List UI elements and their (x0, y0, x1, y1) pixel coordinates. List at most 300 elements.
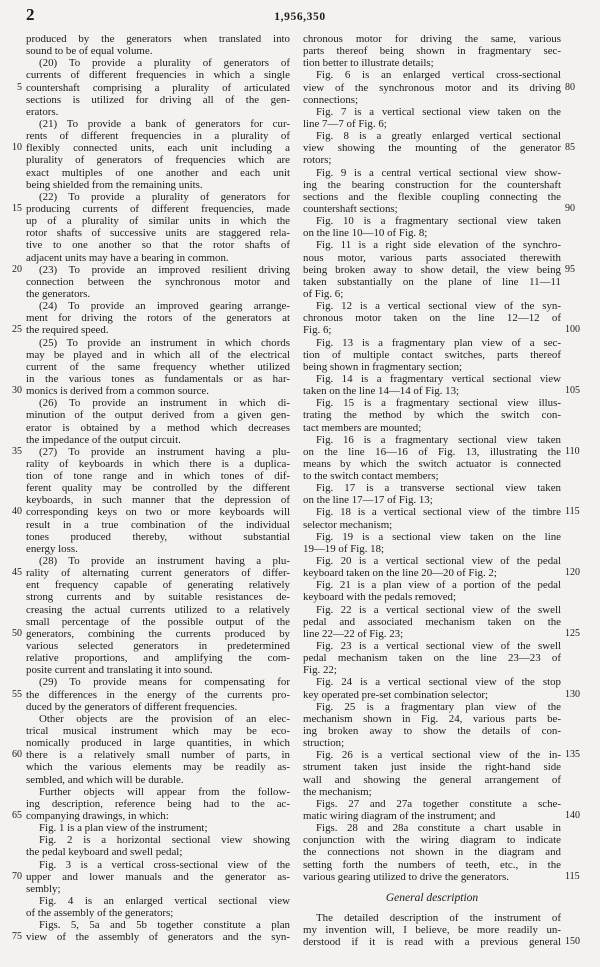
text-line (12, 445, 290, 458)
line-text: view showing the mounting of the generator (303, 142, 561, 155)
text-line (12, 688, 290, 701)
page-number: 2 (26, 5, 35, 24)
line-text: Fig. 14 is a fragmentary vertical sectional view (316, 372, 561, 385)
line-number: 150 (565, 936, 580, 948)
line-number: 75 (12, 931, 22, 943)
line-number: 60 (12, 749, 22, 761)
line-text: (21) To provide a bank of generators for cur- (39, 117, 290, 130)
line-text: countershaft sections; (303, 202, 398, 215)
text-line (12, 263, 290, 276)
text-line (26, 543, 290, 555)
text-line (303, 349, 561, 361)
text-line (303, 288, 561, 300)
line-text: various gearing utilized to drive the generators. (303, 870, 509, 883)
line-text: the connections not shown in the diagram and (303, 846, 561, 859)
text-line (303, 324, 580, 337)
text-line (26, 834, 290, 846)
line-text: Fig. 12 is a vertical sectional view of the syn- (316, 300, 561, 313)
line-text: tones produced thereby, without substantial (26, 530, 290, 543)
text-line (303, 239, 561, 251)
text-line (303, 45, 561, 57)
line-text: Fig. 4 is an enlarged vertical sectional view (39, 894, 290, 907)
text-line (26, 191, 290, 203)
text-line (12, 202, 290, 215)
line-text: the differences in the energy of the currents pro- (26, 688, 290, 701)
line-number: 135 (565, 749, 580, 761)
line-text: sound to be of equal volume. (26, 45, 153, 58)
text-line (26, 494, 290, 506)
line-number: 45 (12, 567, 22, 579)
text-line (26, 482, 290, 494)
text-line (26, 276, 290, 288)
text-line (26, 701, 290, 713)
line-text: ferent quality may be controlled by the different (26, 482, 290, 495)
text-line (303, 57, 561, 69)
text-line (26, 361, 290, 373)
text-line (26, 337, 290, 349)
text-line (303, 191, 561, 203)
line-text: strument taken just inside the right-hand side (303, 761, 561, 774)
text-line (303, 822, 561, 834)
line-number: 110 (565, 445, 580, 457)
line-text: trating the method by which the switch con- (303, 409, 561, 422)
line-text: selector mechanism; (303, 518, 393, 531)
line-text: ent frequency capable of generating relatively (26, 579, 290, 592)
text-line (303, 640, 561, 652)
text-line (303, 154, 561, 166)
text-line (12, 810, 290, 822)
line-number: 80 (565, 81, 575, 93)
line-number: 70 (12, 870, 22, 882)
text-line (26, 786, 290, 798)
line-text: ing broken away to show the details of con- (303, 725, 561, 738)
text-line (303, 892, 561, 904)
line-text: on the line 10—10 of Fig. 8; (303, 227, 428, 240)
line-text: Further objects will appear from the follow- (39, 785, 290, 798)
line-number: 100 (565, 324, 580, 336)
text-line (303, 579, 561, 591)
line-text: current of the same frequency whether utilized (26, 360, 290, 373)
text-line (303, 252, 561, 264)
line-text: my invention will, I believe, be more readily un- (303, 924, 561, 937)
line-text: countershaft comprising a plurality of articulated (26, 81, 290, 94)
line-text: keyboard taken on the line 20—20 of Fig. 2; (303, 567, 497, 580)
text-line (26, 434, 290, 446)
text-line (303, 167, 561, 179)
text-line (26, 33, 290, 45)
text-line (303, 604, 561, 616)
text-line (26, 252, 290, 264)
text-line (26, 555, 290, 567)
line-text: in the various tones as fundamentals or as har- (26, 372, 290, 385)
text-line (303, 470, 561, 482)
line-text: the required speed. (26, 324, 109, 337)
text-line (26, 179, 290, 191)
line-text: Fig. 8 is a greatly enlarged vertical sectional (316, 130, 561, 143)
line-text: Fig. 11 is a right side elevation of the synchro- (316, 239, 561, 252)
line-number: 115 (565, 870, 580, 882)
line-number: 105 (565, 385, 580, 397)
text-line (17, 81, 290, 94)
text-line (303, 713, 561, 725)
line-text: Fig. 20 is a vertical sectional view of the pedal (316, 555, 561, 568)
line-text: being broken away to show detail, the view being (303, 263, 561, 276)
text-line (303, 506, 580, 519)
text-line (26, 616, 290, 628)
line-text: erator is obtained by a method which decreases (26, 421, 290, 434)
text-line (26, 737, 290, 749)
line-text: (25) To provide an instrument in which chords (39, 336, 290, 349)
line-text: connections; (303, 93, 359, 106)
line-text: generators, combining the currents produced by (26, 627, 290, 640)
line-number: 140 (565, 810, 580, 821)
line-text: tive to one another so that the rotor shafts of (26, 239, 290, 252)
text-line (303, 69, 561, 81)
line-text: on the line 17—17 of Fig. 13; (303, 494, 433, 507)
text-line (26, 664, 290, 676)
line-text: Fig. 19 is a sectional view taken on the line (316, 530, 561, 543)
line-text: to the switch contact members; (303, 470, 439, 483)
text-line (12, 142, 290, 155)
text-line (303, 737, 561, 749)
line-text: line 7—7 of Fig. 6; (303, 117, 387, 130)
text-line (26, 676, 290, 688)
text-line (26, 458, 290, 470)
line-text: of the assembly of the generators; (26, 907, 174, 920)
text-line (303, 543, 561, 555)
line-text: (22) To provide a plurality of generators for (39, 190, 290, 203)
line-text: companying drawings, in which: (26, 810, 169, 822)
text-line (12, 627, 290, 640)
text-line (303, 494, 561, 506)
text-line (303, 397, 561, 409)
left-column (12, 33, 290, 948)
line-text: the mechanism; (303, 785, 372, 798)
line-text: Fig. 15 is a fragmentary sectional view illus- (316, 397, 561, 410)
line-text: Fig. 7 is a vertical sectional view taken on the (316, 105, 561, 118)
text-line (26, 300, 290, 312)
line-text: sembled, and which will be durable. (26, 773, 184, 786)
line-text: Fig. 1 is a plan view of the instrument; (39, 822, 208, 835)
text-line (303, 142, 575, 155)
text-line (303, 409, 561, 421)
line-text: Fig. 21 is a plan view of a portion of the pedal (316, 579, 561, 592)
line-text: ment for driving the rotors of the generators at (26, 312, 290, 325)
line-text: keyboard with the pedals removed; (303, 591, 457, 604)
line-text: Figs. 28 and 28a constitute a chart usable in (316, 822, 561, 835)
line-text: tion of multiple contact switches, parts thereof (303, 348, 561, 361)
line-text: nomically produced in large quantities, in which (26, 737, 290, 750)
text-line (303, 445, 580, 458)
line-number: 25 (12, 324, 22, 336)
text-line (303, 924, 561, 936)
line-text: Fig. 24 is a vertical sectional view of the stop (316, 676, 561, 689)
text-line (303, 130, 561, 142)
line-text: rents of different frequencies in a plurality of (26, 130, 290, 143)
text-line (303, 33, 561, 45)
text-line (12, 870, 290, 883)
line-text: view of the assembly of generators and the syn- (26, 931, 290, 944)
line-text: on the line 16—16 of Fig. 13, illustrating the (303, 445, 561, 458)
line-text: flexibly connected units, each unit including a (26, 142, 290, 155)
line-text: key operated pre-set combination selector; (303, 688, 489, 701)
text-line (303, 749, 580, 762)
line-text: may be played and in which all of the electrical (26, 348, 290, 361)
line-text: (29) To provide means for compensating for (39, 676, 290, 689)
line-number: 85 (565, 142, 575, 154)
text-line (303, 725, 561, 737)
line-text: nous motor, various parts associated therewith (303, 251, 561, 264)
line-text: line 22—22 of Fig. 23; (303, 627, 404, 640)
line-text: upper and lower manuals and the generator as- (26, 870, 290, 883)
text-line (303, 482, 561, 494)
line-text: (28) To provide an instrument having a plu- (39, 555, 290, 568)
line-text: small percentage of the possible output of the (26, 615, 290, 628)
line-text: creasing the actual currents utilized to a relatively (26, 603, 290, 616)
line-text: rality of alternating current generators of differ- (26, 567, 290, 580)
line-text: (24) To provide an improved gearing arrange- (39, 300, 290, 313)
text-line (26, 69, 290, 81)
line-text: producing currents of different frequencies, made (26, 202, 290, 215)
line-text: pedal and associated mechanism taken on the (303, 615, 561, 628)
text-line (303, 761, 561, 773)
text-line (303, 312, 561, 324)
line-text: Fig. 18 is a vertical sectional view of the timbre (316, 506, 561, 519)
text-line (303, 688, 580, 701)
line-text: the impedance of the output circuit. (26, 433, 181, 446)
line-text: trical musical instrument which may be eco- (26, 725, 290, 738)
text-line (26, 907, 290, 919)
text-line (26, 919, 290, 931)
line-text: Fig. 10 is a fragmentary sectional view taken (316, 215, 561, 228)
text-line (26, 652, 290, 664)
text-line (303, 701, 561, 713)
text-line (12, 931, 290, 944)
line-text: adjacent units may have a bearing in common. (26, 251, 229, 264)
line-text: the generators. (26, 287, 91, 300)
text-line (303, 422, 561, 434)
line-number: 115 (565, 506, 580, 518)
line-text: energy loss. (26, 542, 78, 555)
line-text: sections is utilized for driving all of the gen- (26, 93, 290, 106)
text-line (26, 94, 290, 106)
line-text: there is a relatively small number of parts, in (26, 749, 290, 762)
text-line (303, 912, 561, 924)
text-line (12, 324, 290, 337)
text-line (303, 591, 561, 603)
line-number: 15 (12, 202, 22, 214)
line-text: parts thereof being shown in fragmentary sec- (303, 45, 561, 58)
line-text: tion better to illustrate details; (303, 57, 434, 70)
text-line (303, 786, 561, 798)
text-line (26, 130, 290, 142)
text-line (26, 118, 290, 130)
line-number: 50 (12, 627, 22, 639)
text-line (303, 94, 561, 106)
text-columns (12, 33, 580, 949)
line-text: rotor shafts of successive units are staggered rela- (26, 227, 290, 240)
text-line (303, 227, 561, 239)
line-text: rotors; (303, 154, 332, 167)
line-text: Fig. 2 is a horizontal sectional view showing (39, 834, 290, 847)
text-line (26, 349, 290, 361)
text-line (303, 798, 561, 810)
text-line (26, 106, 290, 118)
text-line (26, 409, 290, 421)
text-line (303, 810, 580, 822)
line-text: setting forth the numbers of teeth, etc., in the (303, 858, 561, 871)
line-number: 10 (12, 142, 22, 154)
text-line (303, 936, 580, 949)
line-text: Other objects are the provision of an elec- (39, 712, 290, 725)
text-line (26, 859, 290, 871)
line-text: erators. (26, 105, 59, 118)
text-line (26, 167, 290, 179)
line-text: (27) To provide an instrument having a plu- (39, 445, 290, 458)
line-text: (20) To provide a plurality of generators of (39, 57, 290, 70)
text-line (26, 895, 290, 907)
text-line (303, 458, 561, 470)
text-line (26, 288, 290, 300)
text-line (12, 385, 290, 398)
right-column (303, 33, 580, 949)
line-text: means by which the switch actuator is connected (303, 457, 561, 470)
text-line (303, 652, 561, 664)
text-line (303, 337, 561, 349)
line-text: duced by the generators of different frequencies. (26, 700, 238, 713)
text-line (303, 846, 561, 858)
text-line (303, 300, 561, 312)
text-line (303, 276, 561, 288)
line-number: 5 (17, 81, 22, 93)
line-text: chronous motor for driving the same, various (303, 33, 561, 45)
line-text: conjunction with the wiring diagram to indicate (303, 834, 561, 847)
text-line (26, 154, 290, 166)
text-line (26, 725, 290, 737)
line-text: Fig. 26 is a vertical sectional view of the in- (316, 749, 561, 762)
line-text: Fig. 22; (303, 664, 337, 677)
line-number: 20 (12, 263, 22, 275)
line-number: 65 (12, 810, 22, 821)
patent-number: 1,956,350 (274, 11, 326, 23)
line-text: chronous motor taken on the line 12—12 of (303, 312, 561, 325)
line-number: 120 (565, 567, 580, 579)
text-line (303, 81, 575, 94)
line-number: 90 (565, 202, 575, 214)
text-line (26, 604, 290, 616)
line-text: tion of tone range and in which tones of dif- (26, 470, 290, 483)
line-text: which the various elements may be readily as- (26, 761, 290, 774)
text-line (26, 397, 290, 409)
line-text: of Fig. 6; (303, 287, 344, 300)
text-line (303, 106, 561, 118)
line-text: keyboards, in such manner that the depression of (26, 494, 290, 507)
line-text: currents of different frequencies in which a single (26, 69, 290, 82)
line-number: 40 (12, 506, 22, 518)
line-number: 130 (565, 688, 580, 700)
line-text: plurality of generators of frequencies which are (26, 154, 290, 167)
line-text: view of the synchronous motor and its driving (303, 81, 561, 94)
line-text: various selected generators in predetermined (26, 640, 290, 653)
line-text: Fig. 3 is a vertical cross-sectional view of the (39, 858, 290, 871)
text-line (303, 859, 561, 871)
line-text: struction; (303, 737, 345, 750)
text-line (26, 846, 290, 858)
line-text: (23) To provide an improved resilient driving (39, 263, 290, 276)
text-line (303, 531, 561, 543)
text-line (12, 749, 290, 762)
text-line (303, 555, 561, 567)
text-line (303, 361, 561, 373)
text-line (26, 591, 290, 603)
line-text: Fig. 16 is a fragmentary sectional view taken (316, 433, 561, 446)
line-text: relative proportions, and amplifying the com- (26, 652, 290, 665)
text-line (303, 202, 575, 215)
text-line (26, 519, 290, 531)
line-number: 125 (565, 627, 580, 639)
line-text: Figs. 27 and 27a together constitute a sche- (316, 797, 561, 810)
text-line (303, 385, 580, 398)
line-text: wall and showing the general arrangement of (303, 773, 561, 786)
line-text: Fig. 17 is a transverse sectional view taken (316, 482, 561, 495)
line-text: corresponding keys on two or more keyboards will (26, 506, 290, 519)
line-text: General description (385, 891, 479, 904)
text-line (303, 834, 561, 846)
line-text: 19—19 of Fig. 18; (303, 542, 385, 555)
text-line (26, 239, 290, 251)
line-text: The detailed description of the instrument of (316, 912, 561, 924)
text-line (26, 531, 290, 543)
text-line (303, 519, 561, 531)
text-line (303, 215, 561, 227)
line-text: connection between the synchronous motor and (26, 275, 290, 288)
line-text: sembly; (26, 882, 61, 895)
line-text: the pedal keyboard and swell pedal; (26, 846, 183, 859)
text-line (26, 713, 290, 725)
text-line (12, 567, 290, 580)
line-text: taken substantially on the plane of line 11—11 (303, 275, 561, 288)
text-line (26, 422, 290, 434)
line-number: 95 (565, 263, 575, 275)
text-line (26, 640, 290, 652)
text-line (303, 616, 561, 628)
text-line (303, 179, 561, 191)
line-text: mechanism shown in Fig. 24, various parts be- (303, 712, 561, 725)
text-line (26, 373, 290, 385)
text-line (26, 798, 290, 810)
line-text: Fig. 9 is a central vertical sectional view show- (316, 166, 561, 179)
text-line (303, 664, 561, 676)
text-line (303, 373, 561, 385)
line-number: 55 (12, 688, 22, 700)
text-line (303, 870, 580, 883)
line-text: Fig. 23 is a vertical sectional view of the swell (316, 640, 561, 653)
text-line (26, 822, 290, 834)
line-text: rality of keyboards in which there is a duplica- (26, 457, 290, 470)
text-line (26, 470, 290, 482)
text-line (12, 506, 290, 519)
line-text: Fig. 22 is a vertical sectional view of the swell (316, 603, 561, 616)
line-text: ing the bearing construction for the countershaft (303, 178, 561, 191)
text-line (303, 627, 580, 640)
text-line (26, 215, 290, 227)
line-text: exact multiples of one another and each unit (26, 166, 290, 179)
line-text: strong currents and by suitable resistances de- (26, 591, 290, 604)
text-line (26, 312, 290, 324)
line-text: Figs. 5, 5a and 5b together constitute a plan (39, 919, 290, 932)
line-text: Fig. 25 is a fragmentary plan view of the (316, 700, 561, 713)
text-line (26, 227, 290, 239)
